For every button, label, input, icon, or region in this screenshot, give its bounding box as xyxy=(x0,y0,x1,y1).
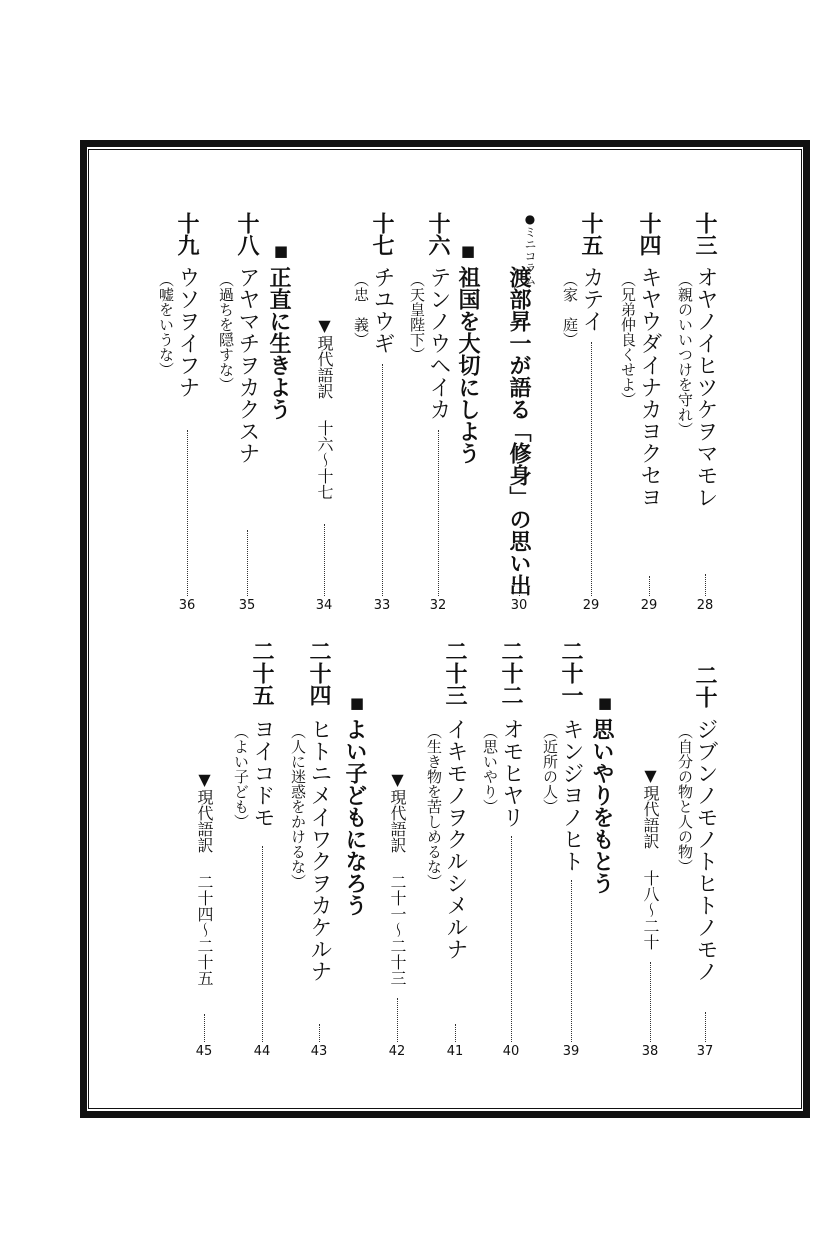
entry-note: （兄弟仲良くせよ） xyxy=(619,272,637,407)
entry-title: チユウギ xyxy=(370,266,395,354)
entry-number: 十五 xyxy=(578,212,604,256)
leader-dots xyxy=(262,846,263,1042)
entry-note: （忠 義） xyxy=(352,272,370,347)
entry-title: オヤノイヒツケヲマモレ xyxy=(693,266,718,508)
entry-number: 二十四 xyxy=(306,640,332,706)
leader-dots xyxy=(382,364,383,596)
entry-note: （自分の物と人の物） xyxy=(676,724,694,874)
entry-note: （嘘をいうな） xyxy=(157,272,175,377)
page-number: 44 xyxy=(253,1044,271,1059)
entry-note: （過ちを隠すな） xyxy=(217,272,235,392)
section-marker: ■ xyxy=(348,694,366,712)
entry-title: ジブンノモノトヒトノモノ xyxy=(693,718,718,982)
entry-number: 二十二 xyxy=(498,640,524,706)
leader-dots xyxy=(187,430,188,596)
leader-dots xyxy=(650,962,651,1042)
translation-range: 二十四〜二十五 xyxy=(195,874,214,986)
page-number: 37 xyxy=(696,1044,714,1059)
translation-range: 二十一〜二十三 xyxy=(388,874,407,986)
entry-note: （近所の人） xyxy=(541,724,559,814)
leader-dots xyxy=(649,576,650,596)
page-number: 39 xyxy=(562,1044,580,1059)
translation-label: ▼現代語訳 xyxy=(641,766,660,849)
entry-note: （生き物を苦しめるな） xyxy=(425,724,443,889)
section-title: 思いやりをもとう xyxy=(589,718,615,894)
entry-number: 十四 xyxy=(636,212,662,256)
entry-title: ヨイコドモ xyxy=(250,718,275,828)
leader-dots xyxy=(455,1024,456,1042)
page-number: 40 xyxy=(502,1044,520,1059)
entry-title: ヒトニメイワクヲカケルナ xyxy=(307,718,332,982)
leader-dots xyxy=(705,1012,706,1042)
leader-dots xyxy=(397,998,398,1042)
entry-number: 十三 xyxy=(692,212,718,256)
section-marker: ■ xyxy=(272,242,290,260)
mini-column-title: 渡部昇一が語る「修身」の思い出 xyxy=(506,266,532,596)
page-number: 45 xyxy=(195,1044,213,1059)
entry-number: 二十五 xyxy=(249,640,275,706)
section-title: よい子どもになろう xyxy=(342,718,368,916)
entry-title: アヤマチヲカクスナ xyxy=(235,266,260,464)
translation-label: ▼現代語訳 xyxy=(315,316,334,399)
entry-title: オモヒヤリ xyxy=(499,718,524,828)
page-number: 41 xyxy=(446,1044,464,1059)
entry-note: （天皇陛下） xyxy=(408,272,426,362)
page-number: 29 xyxy=(640,598,658,613)
page-number: 43 xyxy=(310,1044,328,1059)
entry-title: イキモノヲクルシメルナ xyxy=(443,718,468,960)
leader-dots xyxy=(324,524,325,596)
entry-note: （人に迷惑をかけるな） xyxy=(289,724,307,889)
entry-number: 二十一 xyxy=(558,640,584,706)
leader-dots xyxy=(511,836,512,1042)
translation-range: 十八〜二十 xyxy=(641,870,660,950)
page-number: 33 xyxy=(373,598,391,613)
entry-note: （よい子ども） xyxy=(232,724,250,829)
entry-title: ウソヲイフナ xyxy=(175,266,200,398)
entry-title: キヤウダイナカヨクセヨ xyxy=(637,266,662,508)
entry-number: 二十 xyxy=(692,664,718,708)
section-title: 祖国を大切にしよう xyxy=(455,266,481,464)
entry-number: 十八 xyxy=(234,212,260,256)
page-number: 28 xyxy=(696,598,714,613)
leader-dots xyxy=(319,1024,320,1042)
entry-title: カテイ xyxy=(579,266,604,332)
entry-number: 二十三 xyxy=(442,640,468,706)
entry-note: （思いやり） xyxy=(481,724,499,814)
leader-dots xyxy=(705,574,706,596)
section-title: 正直に生きよう xyxy=(266,266,292,420)
entry-title: テンノウヘイカ xyxy=(426,266,451,420)
translation-range: 十六〜十七 xyxy=(315,420,334,500)
leader-dots xyxy=(591,342,592,596)
leader-dots xyxy=(204,1014,205,1042)
page-number: 36 xyxy=(178,598,196,613)
page-number: 29 xyxy=(582,598,600,613)
leader-dots xyxy=(247,530,248,596)
entry-note: （親のいいつけを守れ） xyxy=(676,272,694,437)
section-marker: ■ xyxy=(596,694,614,712)
page-number: 35 xyxy=(238,598,256,613)
translation-label: ▼現代語訳 xyxy=(195,770,214,853)
page-number: 42 xyxy=(388,1044,406,1059)
page-number: 32 xyxy=(429,598,447,613)
section-marker: ■ xyxy=(459,242,477,260)
mini-column-label: ●ミニコラム xyxy=(523,212,537,286)
leader-dots xyxy=(438,430,439,596)
leader-dots xyxy=(519,584,520,596)
page-number: 38 xyxy=(641,1044,659,1059)
page-number: 30 xyxy=(510,598,528,613)
entry-title: キンジヨノヒト xyxy=(559,718,584,872)
leader-dots xyxy=(571,880,572,1042)
entry-note: （家 庭） xyxy=(561,272,579,347)
entry-number: 十六 xyxy=(425,212,451,256)
translation-label: ▼現代語訳 xyxy=(388,770,407,853)
entry-number: 十九 xyxy=(174,212,200,256)
entry-number: 十七 xyxy=(369,212,395,256)
page-number: 34 xyxy=(315,598,333,613)
